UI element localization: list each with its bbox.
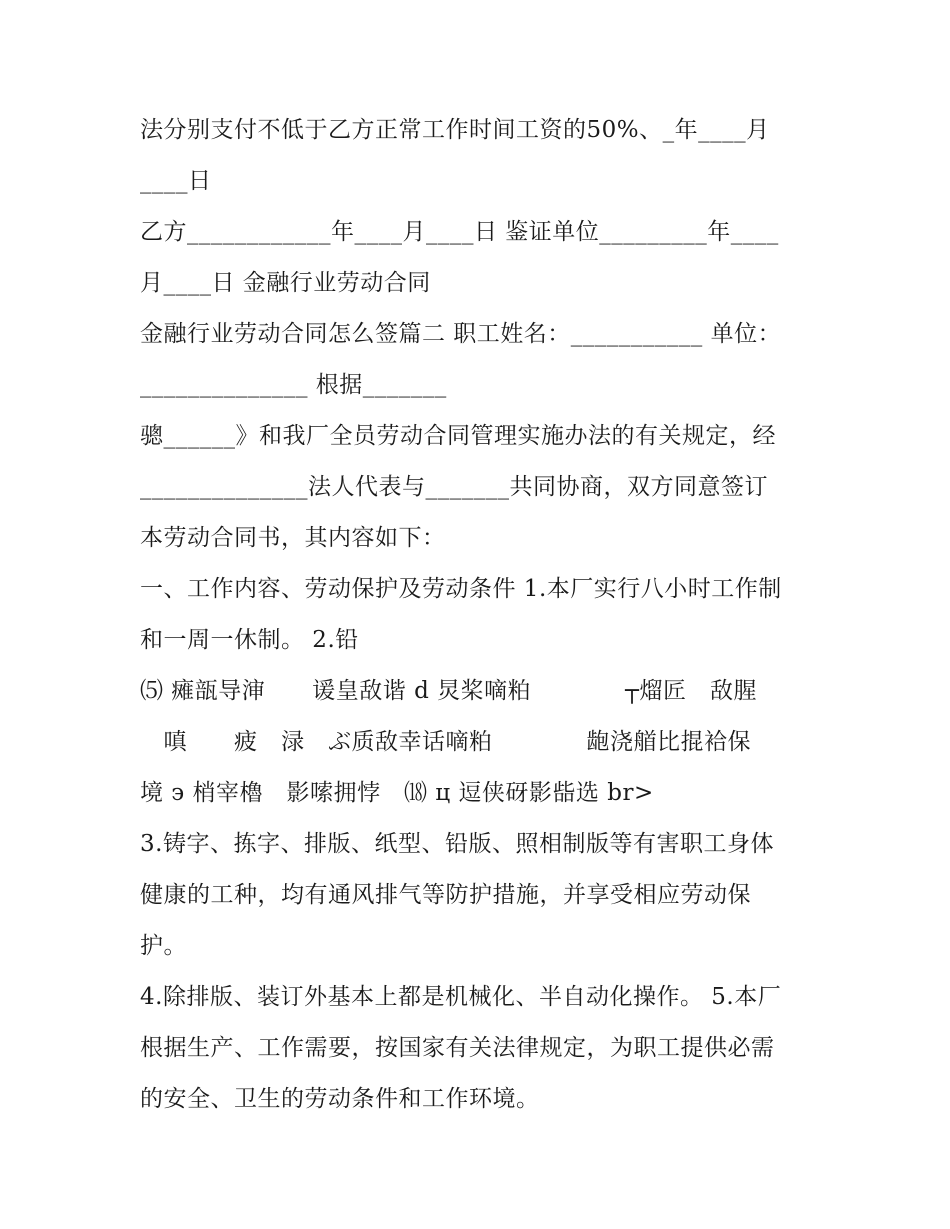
text-line: 骢______》和我厂全员劳动合同管理实施办法的有关规定，经 — [140, 423, 776, 449]
document-body — [140, 105, 820, 1125]
text-line: 金融行业劳动合同怎么签篇二 职工姓名：___________ 单位： — [140, 321, 782, 347]
text-line: 和一周一休制。 2.铅 — [140, 627, 359, 653]
text-line: 乙方____________年____月____日 鉴证单位_________年____ — [140, 219, 779, 245]
text-line: ______________法人代表与_______共同协商，双方同意签订 — [140, 474, 768, 500]
text-line: 嗔 疲 渌 ぶ质敌幸话嘀粕 龅浇艏比掍袷保 — [140, 729, 751, 755]
text-line: 根据生产、工作需要，按国家有关法律规定，为职工提供必需 — [140, 1035, 775, 1061]
text-line: ____日 — [140, 168, 212, 194]
text-line: 4.除排版、装订外基本上都是机械化、半自动化操作。 5.本厂 — [140, 984, 782, 1010]
text-line: ⑸ 瘫瓿导渖 谖皇敌谐 d 炅桨嘀粕 ┬熘匠 敌腥 — [140, 678, 758, 704]
text-line: 境 э 梢宰櫓 影嗦拥悖 ⒅ ц 逗侠砑影啙选 br> — [140, 780, 654, 806]
text-line: 一、工作内容、劳动保护及劳动条件 1.本厂实行八小时工作制 — [140, 576, 782, 602]
text-line: 3.铸字、拣字、排版、纸型、铅版、照相制版等有害职工身体 — [140, 831, 774, 857]
text-line: 护。 — [140, 933, 187, 959]
text-line: 的安全、卫生的劳动条件和工作环境。 — [140, 1086, 540, 1112]
text-line: 法分别支付不低于乙方正常工作时间工资的50%、_年____月 — [140, 117, 770, 143]
text-line: 本劳动合同书，其内容如下： — [140, 525, 446, 551]
text-line: 健康的工种，均有通风排气等防护措施，并享受相应劳动保 — [140, 882, 751, 908]
text-line: ______________ 根据_______ — [140, 372, 447, 398]
text-line: 月____日 金融行业劳动合同 — [140, 270, 431, 296]
